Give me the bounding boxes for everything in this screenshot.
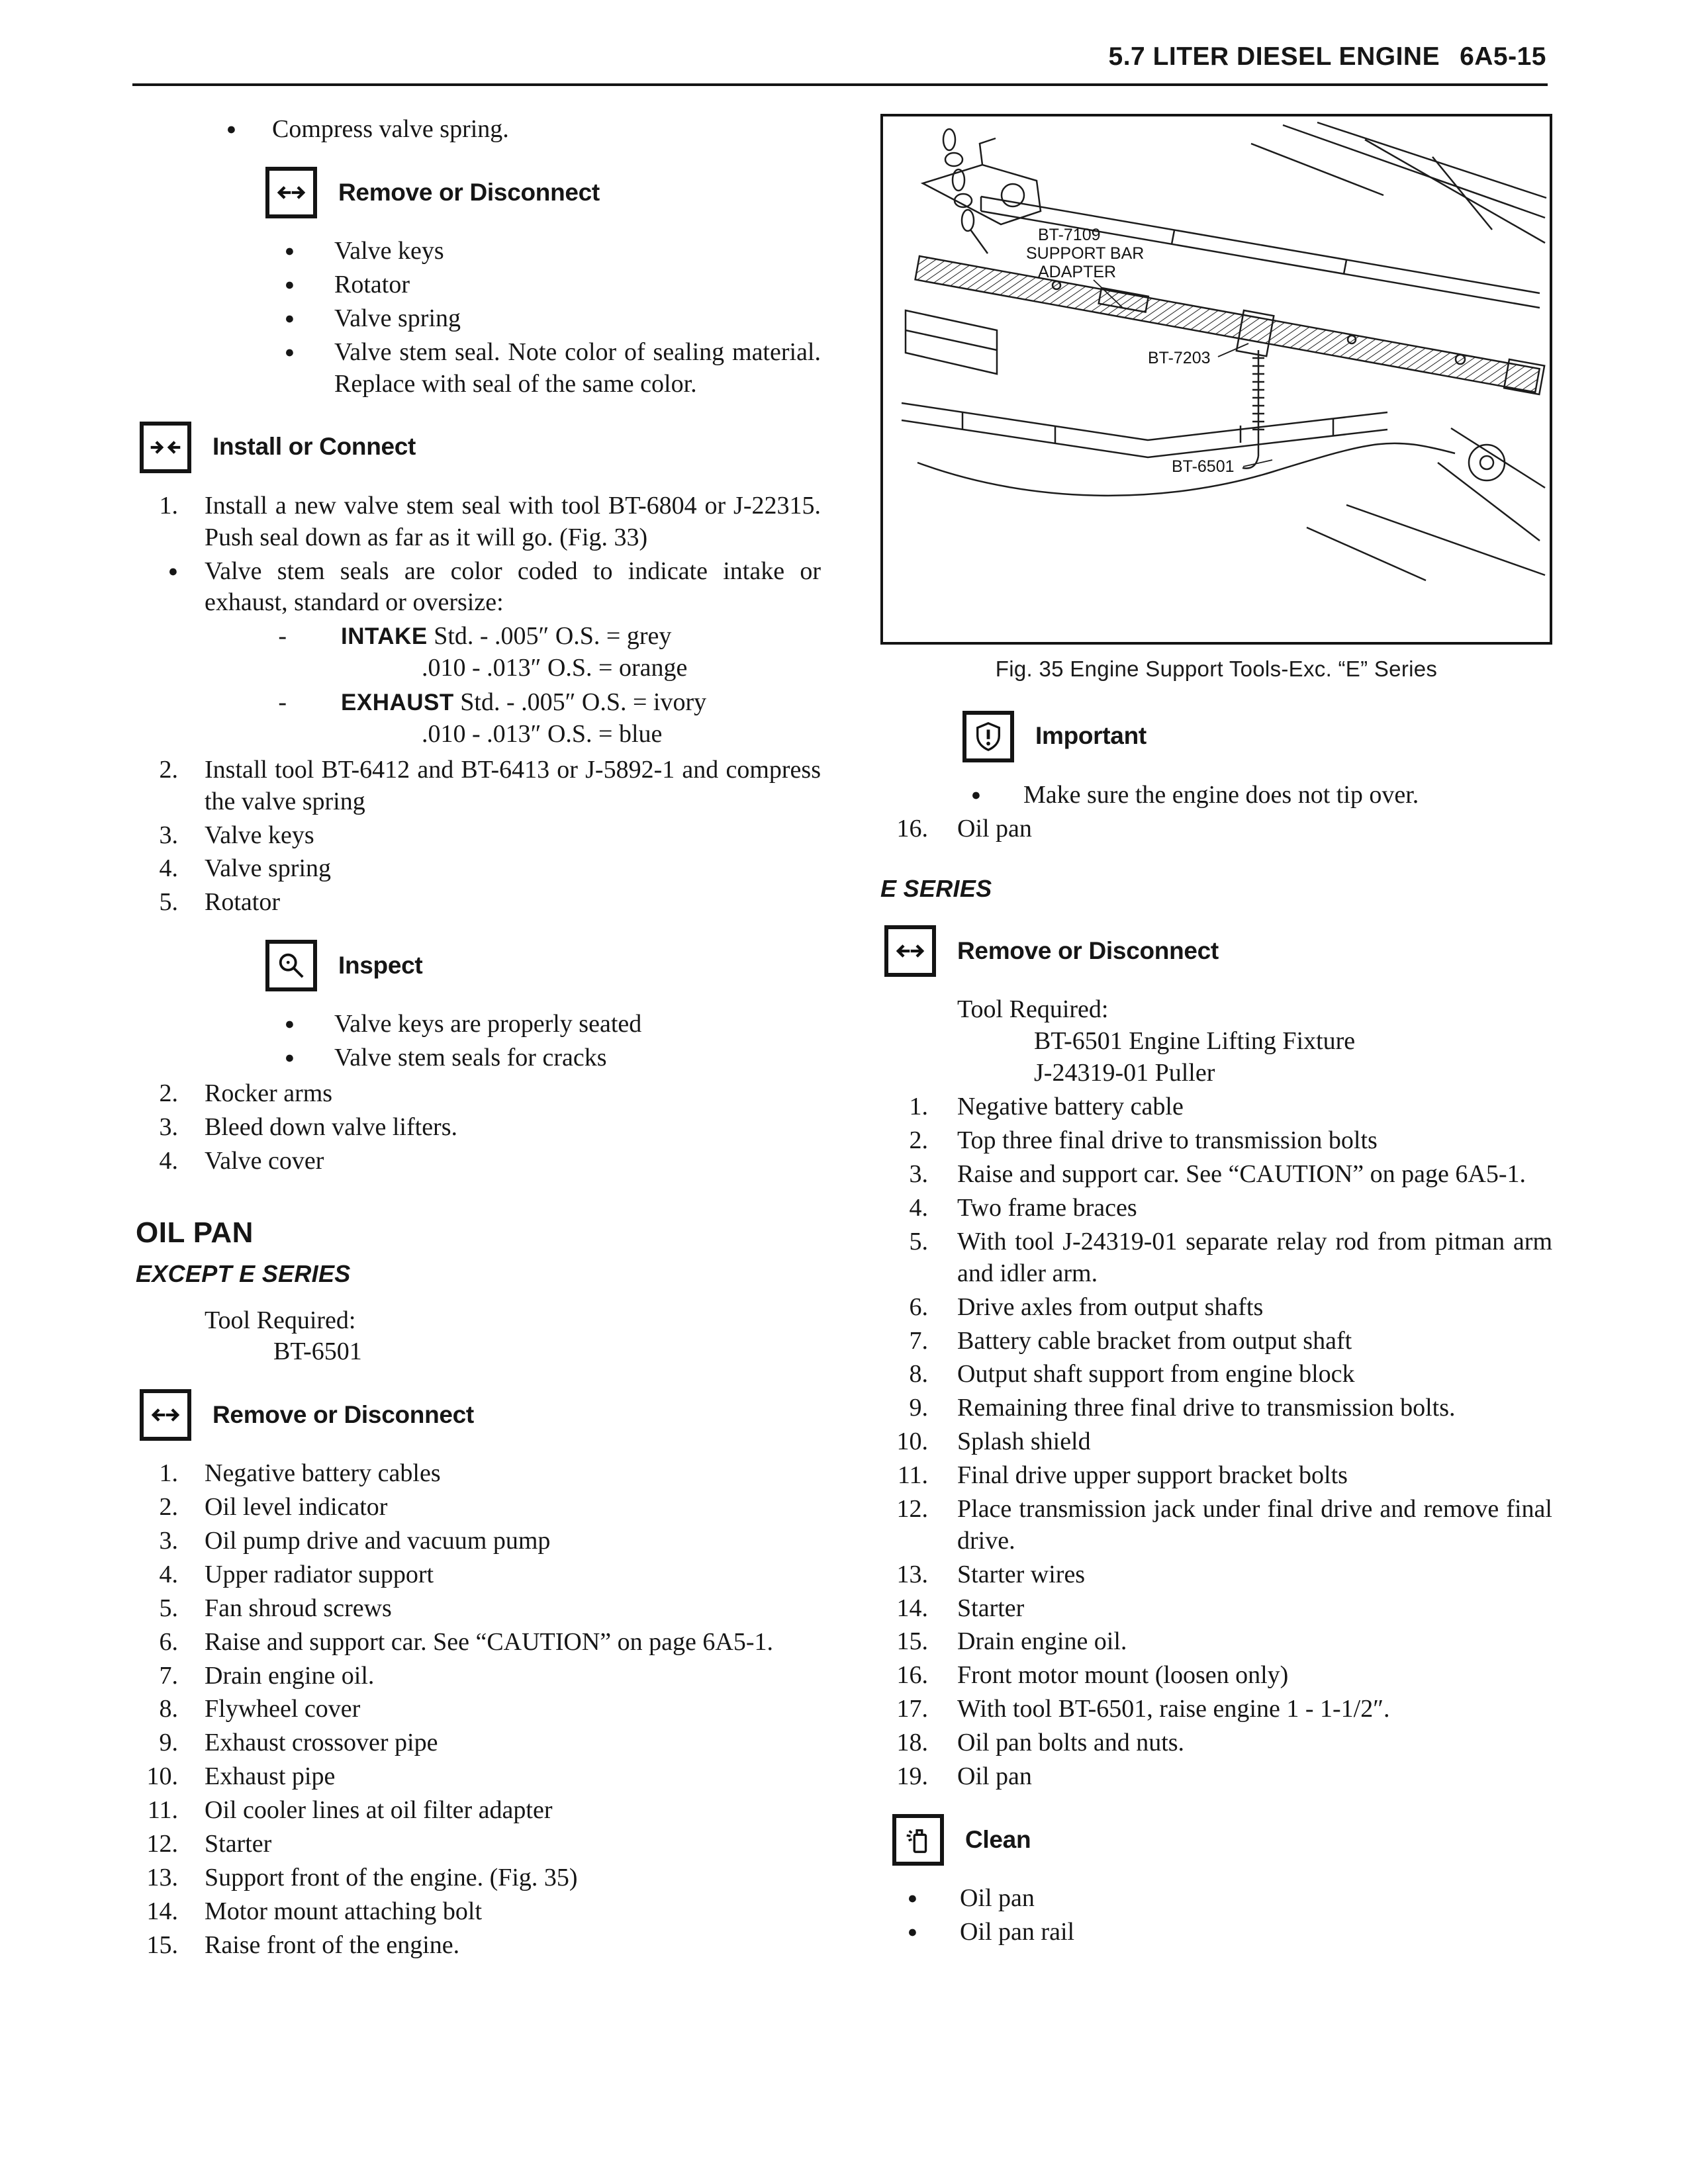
- step-number: 10.: [896, 1428, 928, 1456]
- op-remove-disconnect-oil-pan: [140, 1389, 821, 1441]
- step-number: 14.: [146, 1897, 178, 1925]
- list-item: [136, 887, 821, 919]
- bullet-marker: ●: [284, 1049, 295, 1068]
- install-steps-list: [136, 754, 821, 919]
- step-number: 13.: [146, 1863, 178, 1891]
- op-label: Remove or Disconnect: [957, 936, 1219, 964]
- list-item: [880, 813, 1552, 845]
- figure-label-bt6501: BT-6501: [1172, 457, 1235, 476]
- list-item: [136, 1761, 821, 1793]
- list-item-text: Valve keys are properly seated: [334, 1010, 642, 1038]
- step-number: 7.: [909, 1326, 928, 1355]
- valve-type-label: INTAKE: [341, 623, 428, 650]
- list-item: [880, 1494, 1552, 1557]
- list-item-text: Raise front of the engine.: [205, 1931, 460, 1959]
- except-e-series-heading: EXCEPT E SERIES: [136, 1260, 351, 1288]
- e-series-steps-list: [880, 1091, 1552, 1792]
- op-clean: [892, 1814, 1552, 1866]
- step-number: 3.: [159, 1113, 178, 1141]
- list-item: [880, 1326, 1552, 1357]
- tool-required-block: [880, 994, 1552, 1089]
- step-number: 16.: [896, 1661, 928, 1690]
- step-number: 4.: [159, 1560, 178, 1588]
- list-item: [880, 1559, 1552, 1591]
- list-item-text: Starter: [957, 1594, 1025, 1622]
- dash-marker: -: [278, 622, 287, 651]
- list-item: [136, 1492, 821, 1524]
- figure-35-drawing: [883, 116, 1550, 642]
- list-item-text: Starter: [205, 1829, 272, 1858]
- valve-remove-list: [136, 236, 821, 400]
- list-item-text: Make sure the engine does not tip over.: [1023, 780, 1419, 809]
- list-item-text: Flywheel cover: [205, 1695, 361, 1723]
- list-item: [136, 1862, 821, 1894]
- valve-type-label: EXHAUST: [341, 690, 454, 715]
- bullet-marker: ●: [226, 120, 236, 138]
- bullet-marker: ●: [907, 1889, 917, 1907]
- list-item: [136, 1042, 821, 1074]
- list-item: [136, 490, 821, 554]
- list-item: [880, 1125, 1552, 1157]
- list-item-text: Battery cable bracket from output shaft: [957, 1326, 1352, 1355]
- list-item-text: Raise and support car. See “CAUTION” on page 6A5-1.: [205, 1627, 773, 1656]
- op-remove-disconnect-e-series: [884, 925, 1552, 977]
- list-item-text: Valve spring: [334, 304, 461, 332]
- step-number: 4.: [159, 854, 178, 883]
- op-label: Remove or Disconnect: [338, 178, 600, 206]
- list-item-text: Motor mount attaching bolt: [205, 1897, 483, 1925]
- tool-required-value: BT-6501: [273, 1338, 362, 1366]
- step-number: 19.: [896, 1762, 928, 1790]
- color-code-item: [136, 687, 821, 751]
- list-item: [880, 1593, 1552, 1625]
- list-item-text: Raise and support car. See “CAUTION” on page 6A5-1.: [957, 1160, 1526, 1189]
- list-item-text: Oil level indicator: [205, 1493, 388, 1522]
- list-item-text: Rocker arms: [205, 1079, 333, 1108]
- list-item-text: Oil pump drive and vacuum pump: [205, 1527, 551, 1555]
- clean-icon: [892, 1814, 944, 1866]
- list-item: [136, 820, 821, 852]
- list-item-text: Top three final drive to transmission bolts: [957, 1126, 1378, 1155]
- list-item: [136, 114, 821, 146]
- step-number: 1.: [909, 1093, 928, 1121]
- color-code-item: [136, 621, 821, 684]
- list-item: [880, 1359, 1552, 1390]
- step-number: 10.: [146, 1762, 178, 1791]
- size-spec-oversize: .010 - .013″ O.S. = orange: [422, 654, 688, 682]
- header-rule: [132, 83, 1548, 86]
- list-item-text: Valve keys: [205, 821, 314, 849]
- tool-required-value: J-24319-01 Puller: [1034, 1058, 1215, 1087]
- bullet-marker: ●: [284, 343, 295, 361]
- list-item: [136, 1896, 821, 1928]
- list-item-text: Exhaust crossover pipe: [205, 1729, 438, 1757]
- tools-list: [880, 1026, 1552, 1089]
- step-number: 17.: [896, 1695, 928, 1723]
- step-number: 4.: [159, 1146, 178, 1175]
- list-item: [880, 1193, 1552, 1224]
- figure-35-image: [880, 114, 1552, 645]
- list-item-text: Oil pan: [957, 814, 1032, 842]
- list-item-text: Valve cover: [205, 1146, 324, 1175]
- list-item-text: Oil cooler lines at oil filter adapter: [205, 1796, 553, 1825]
- e-series-heading: E SERIES: [880, 875, 992, 903]
- list-item: [136, 1795, 821, 1827]
- inspect-list: [136, 1009, 821, 1074]
- list-item: [136, 1661, 821, 1692]
- list-item: [136, 337, 821, 400]
- list-item-text: Valve spring: [205, 854, 332, 883]
- list-item: [136, 303, 821, 335]
- figure-35: [880, 114, 1552, 683]
- step-number: 2.: [159, 755, 178, 784]
- list-item-text: Drain engine oil.: [957, 1627, 1127, 1656]
- bullet-marker: ●: [167, 562, 178, 580]
- list-item: [136, 1593, 821, 1625]
- tool-required-block: [136, 1305, 821, 1369]
- important-icon: [962, 711, 1014, 762]
- list-item: [880, 1660, 1552, 1692]
- op-inspect: [265, 940, 821, 991]
- remove-disconnect-icon: [884, 925, 936, 977]
- step-number: 12.: [146, 1829, 178, 1858]
- step-number: 5.: [909, 1227, 928, 1255]
- step-number: 1.: [159, 491, 178, 520]
- step-number: 6.: [909, 1293, 928, 1321]
- step-number: 7.: [159, 1661, 178, 1690]
- step-number: 8.: [159, 1695, 178, 1723]
- bullet-marker: ●: [970, 786, 981, 804]
- figure-label-adapter: ADAPTER: [1038, 263, 1117, 281]
- oil-pan-heading: OIL PAN: [136, 1216, 254, 1249]
- list-item: [880, 1727, 1552, 1759]
- op-label: Install or Connect: [212, 433, 416, 461]
- list-item-text: Rotator: [205, 888, 280, 917]
- list-item-text: Splash shield: [957, 1428, 1091, 1456]
- color-code-text: [341, 621, 687, 684]
- remove-disconnect-icon: [140, 1389, 191, 1441]
- step-number: 15.: [146, 1931, 178, 1959]
- list-item-text: Upper radiator support: [205, 1560, 434, 1588]
- list-item: [136, 1930, 821, 1962]
- list-item: [880, 1626, 1552, 1658]
- list-item: [136, 1009, 821, 1040]
- bullet-marker: ●: [907, 1923, 917, 1941]
- step-number: 9.: [159, 1729, 178, 1757]
- size-spec: Std. - .005″ O.S. = ivory: [460, 688, 707, 716]
- list-item: [136, 1078, 821, 1110]
- list-item: [136, 1458, 821, 1490]
- list-item: [136, 1112, 821, 1144]
- op-label: Remove or Disconnect: [212, 1400, 474, 1428]
- step-number: 14.: [896, 1594, 928, 1622]
- list-item: [136, 754, 821, 818]
- step-number: 9.: [909, 1394, 928, 1422]
- step-number: 2.: [909, 1126, 928, 1155]
- op-install-connect: [140, 422, 821, 473]
- color-code-text: [341, 687, 706, 751]
- tool-required-label: Tool Required:: [957, 995, 1109, 1023]
- tool-required-label: Tool Required:: [205, 1306, 356, 1334]
- step-number: 3.: [159, 1527, 178, 1555]
- step-number: 8.: [909, 1360, 928, 1388]
- step-number: 18.: [896, 1729, 928, 1757]
- list-item: [880, 1694, 1552, 1725]
- list-item-text: Final drive upper support bracket bolts: [957, 1461, 1348, 1490]
- left-column: [136, 114, 821, 1965]
- list-item-text: Bleed down valve lifters.: [205, 1113, 458, 1141]
- list-item-text: Fan shroud screws: [205, 1594, 392, 1622]
- list-item: [880, 780, 1552, 811]
- bullet-marker: ●: [284, 242, 295, 260]
- inspect-icon: [265, 940, 317, 991]
- list-item: [880, 1917, 1552, 1948]
- list-item: [136, 1829, 821, 1860]
- install-connect-icon: [140, 422, 191, 473]
- figure-label-bt7203: BT-7203: [1148, 349, 1211, 367]
- clean-list: [880, 1883, 1552, 1948]
- step-number: 2.: [159, 1079, 178, 1108]
- op-label: Inspect: [338, 951, 423, 979]
- list-item-text: With tool J-24319-01 separate relay rod from pitman arm and idler arm.: [957, 1227, 1552, 1287]
- list-item-text: Compress valve spring.: [272, 115, 509, 143]
- bullet-marker: ●: [284, 276, 295, 294]
- figure-label-bt7109: BT-7109: [1038, 226, 1101, 244]
- tool-required-value: BT-6501 Engine Lifting Fixture: [1034, 1026, 1356, 1055]
- list-item-text: Rotator: [334, 271, 410, 298]
- figure-35-caption: Fig. 35 Engine Support Tools-Exc. “E” Series: [995, 657, 1438, 681]
- op-important: [962, 711, 1552, 762]
- reassembly-steps-list: [136, 1078, 821, 1177]
- list-item-text: Oil pan: [957, 1762, 1032, 1790]
- step-number: 3.: [159, 821, 178, 849]
- list-item-text: With tool BT-6501, raise engine 1 - 1-1/2″.: [957, 1695, 1390, 1723]
- list-item-text: Oil pan bolts and nuts.: [957, 1729, 1185, 1757]
- list-item-text: Front motor mount (loosen only): [957, 1661, 1289, 1690]
- list-item-text: Oil pan rail: [960, 1917, 1075, 1946]
- step-number: 11.: [147, 1796, 178, 1825]
- list-item: [136, 1627, 821, 1659]
- dash-marker: -: [278, 688, 287, 716]
- bullet-marker: ●: [284, 310, 295, 328]
- list-item-text: Install tool BT-6412 and BT-6413 or J-5892-1 and compress the valve spring: [205, 755, 821, 815]
- list-item: [880, 1159, 1552, 1191]
- list-item-text: Starter wires: [957, 1560, 1086, 1588]
- list-item-text: Install a new valve stem seal with tool BT-6804 or J-22315. Push seal down as far as it will go. (Fig. 33): [205, 491, 821, 551]
- list-item: [880, 1761, 1552, 1793]
- list-item: [880, 1392, 1552, 1424]
- list-item: [136, 236, 821, 267]
- list-item-text: Valve stem seals are color coded to indicate intake or exhaust, standard or oversize:: [205, 557, 821, 617]
- list-item-text: Drive axles from output shafts: [957, 1293, 1264, 1321]
- step-number: 16.: [896, 814, 928, 842]
- size-spec-oversize: .010 - .013″ O.S. = blue: [422, 719, 663, 748]
- list-item-text: Valve stem seals for cracks: [334, 1044, 607, 1072]
- page-number: 6A5-15: [1460, 42, 1546, 71]
- page-header: [1109, 42, 1546, 71]
- step-number: 12.: [896, 1494, 928, 1523]
- right-column: [880, 114, 1552, 1965]
- color-code-list: [136, 621, 821, 751]
- list-item: [880, 1091, 1552, 1123]
- list-item: [136, 1727, 821, 1759]
- op-remove-disconnect: [265, 167, 821, 218]
- step-number: 2.: [159, 1493, 178, 1522]
- op-label: Clean: [965, 1825, 1031, 1853]
- list-item: [880, 1883, 1552, 1915]
- step-number: 13.: [896, 1560, 928, 1588]
- list-item: [136, 556, 821, 619]
- list-item: [880, 1426, 1552, 1458]
- list-item-text: Valve keys: [334, 237, 444, 265]
- op-label: Important: [1035, 722, 1147, 750]
- bullet-marker: ●: [284, 1015, 295, 1034]
- list-item-text: Negative battery cable: [957, 1093, 1184, 1121]
- page-body: [136, 114, 1552, 1965]
- list-item: [136, 1146, 821, 1177]
- list-item: [136, 1559, 821, 1591]
- list-item-text: Support front of the engine. (Fig. 35): [205, 1863, 578, 1891]
- step-number: 15.: [896, 1627, 928, 1656]
- step-number: 1.: [159, 1459, 178, 1488]
- remove-disconnect-icon: [265, 167, 317, 218]
- list-item-text: Two frame braces: [957, 1194, 1137, 1222]
- step-number: 5.: [159, 1594, 178, 1622]
- step-number: 3.: [909, 1160, 928, 1189]
- list-item-text: Oil pan: [960, 1884, 1035, 1912]
- list-item-text: Exhaust pipe: [205, 1762, 336, 1791]
- list-item-text: Valve stem seal. Note color of sealing material. Replace with seal of the same color.: [334, 338, 821, 398]
- list-item: [136, 1525, 821, 1557]
- list-item-text: Output shaft support from engine block: [957, 1360, 1355, 1388]
- list-item-text: Negative battery cables: [205, 1459, 441, 1488]
- list-item-text: Remaining three final drive to transmission bolts.: [957, 1394, 1456, 1422]
- oil-pan-steps-list: [136, 1458, 821, 1961]
- step-number: 5.: [159, 888, 178, 917]
- size-spec: Std. - .005″ O.S. = grey: [434, 622, 672, 651]
- list-item: [136, 269, 821, 301]
- figure-label-support-bar: SUPPORT BAR: [1026, 244, 1145, 263]
- step-number: 11.: [897, 1461, 928, 1490]
- list-item-text: Drain engine oil.: [205, 1661, 375, 1690]
- list-item: [880, 1460, 1552, 1492]
- list-item: [136, 1694, 821, 1725]
- step-number: 6.: [159, 1627, 178, 1656]
- list-item: [880, 1292, 1552, 1324]
- step-number: 4.: [909, 1194, 928, 1222]
- list-item: [136, 853, 821, 885]
- list-item-text: Place transmission jack under final drive and remove final drive.: [957, 1494, 1552, 1555]
- section-title: 5.7 LITER DIESEL ENGINE: [1108, 42, 1440, 71]
- list-item: [880, 1226, 1552, 1290]
